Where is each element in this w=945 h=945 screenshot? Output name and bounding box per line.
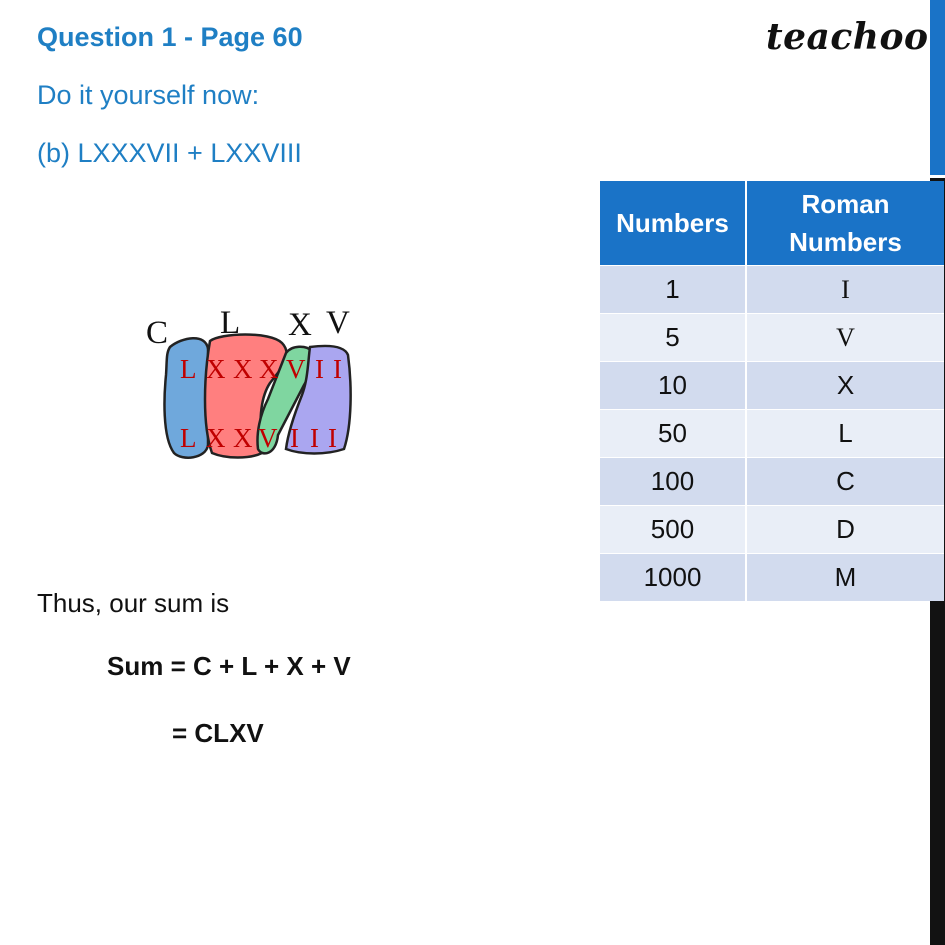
roman-cell: V (746, 314, 944, 362)
table-row (600, 362, 944, 410)
number-cell: 50 (600, 410, 746, 458)
top-letter-c: C (146, 315, 169, 351)
row1-numeral: L (180, 354, 197, 384)
brand-logo: teachoo (766, 16, 929, 58)
row2-numeral: L (180, 423, 197, 453)
row2-numeral: I (310, 423, 319, 453)
top-letter-v: V (326, 305, 350, 341)
row1-numeral: X (233, 354, 253, 384)
row1-numeral: X (259, 354, 279, 384)
number-cell: 5 (600, 314, 746, 362)
instruction-text: Do it yourself now: (37, 80, 260, 110)
number-cell: 100 (600, 458, 746, 506)
number-cell: 1000 (600, 554, 746, 602)
conclusion-text: Thus, our sum is (37, 588, 230, 618)
row1-numeral: I (315, 354, 324, 384)
roman-cell: M (746, 554, 944, 602)
row2-numeral: V (258, 423, 278, 453)
table-row (600, 266, 944, 314)
row1-numeral: I (333, 354, 342, 384)
row2-numeral: I (328, 423, 337, 453)
number-cell: 10 (600, 362, 746, 410)
roman-cell: I (746, 266, 944, 314)
number-cell: 1 (600, 266, 746, 314)
sum-result: = CLXV (172, 718, 264, 748)
top-letter-x: X (288, 307, 312, 343)
table-row (600, 506, 944, 554)
table-row (600, 458, 944, 506)
question-title: Question 1 - Page 60 (37, 22, 303, 52)
grouping-diagram (130, 295, 360, 465)
table-row (600, 410, 944, 458)
header-roman: Roman Numbers (746, 181, 944, 266)
problem-text: (b) LXXXVII + LXXVIII (37, 138, 302, 168)
roman-cell: L (746, 410, 944, 458)
top-letter-l: L (220, 305, 241, 341)
row2-numeral: X (206, 423, 226, 453)
row1-numeral: X (206, 354, 226, 384)
header-numbers: Numbers (600, 181, 746, 266)
number-cell: 500 (600, 506, 746, 554)
roman-cell: X (746, 362, 944, 410)
row2-numeral: X (233, 423, 253, 453)
table-row (600, 554, 944, 602)
roman-cell: D (746, 506, 944, 554)
side-accent-bar (930, 0, 945, 175)
table-row (600, 314, 944, 362)
roman-numerals-table (600, 181, 944, 601)
roman-cell: C (746, 458, 944, 506)
row2-numeral: I (290, 423, 299, 453)
sum-expression: Sum = C + L + X + V (107, 651, 351, 681)
row1-numeral: V (286, 354, 306, 384)
table-header-row (600, 181, 944, 266)
